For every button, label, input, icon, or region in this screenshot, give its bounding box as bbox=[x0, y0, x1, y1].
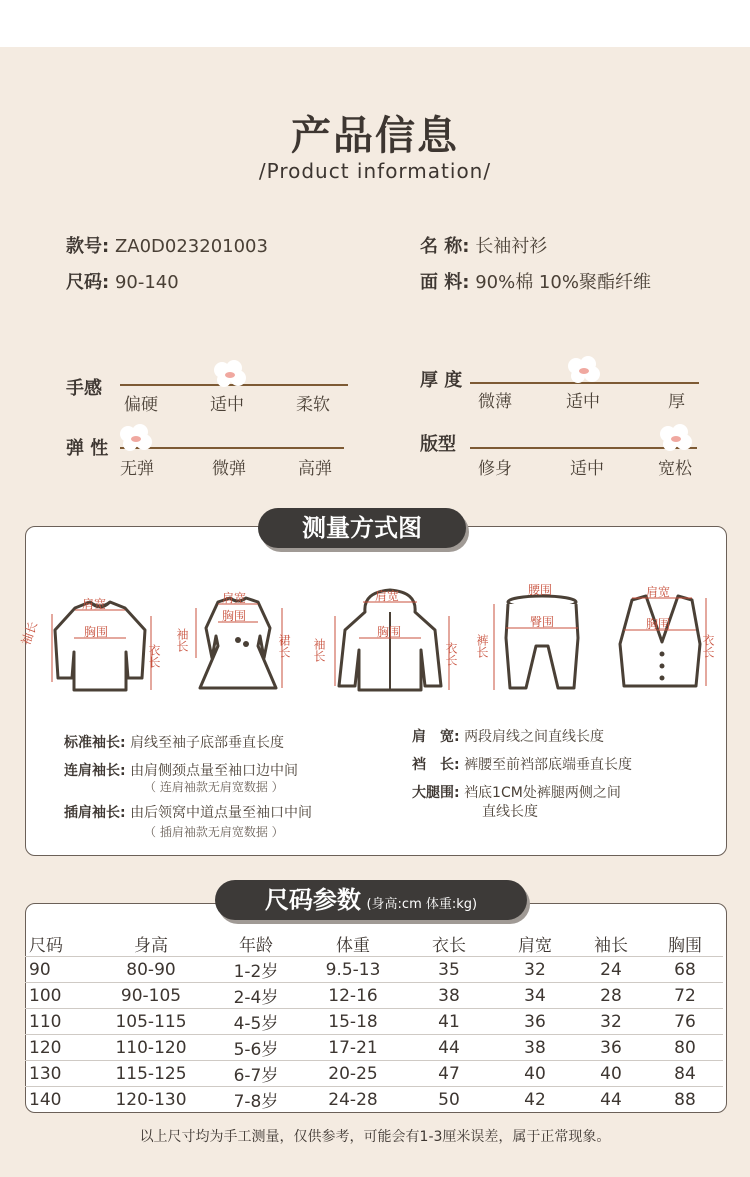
table-cell: 1-2岁 bbox=[209, 957, 303, 983]
table-cell: 7-8岁 bbox=[209, 1087, 303, 1113]
table-cell: 42 bbox=[495, 1087, 575, 1113]
note-label: 插肩袖长: bbox=[64, 805, 126, 821]
col-header: 胸围 bbox=[668, 936, 702, 956]
label-length: 衣长 bbox=[444, 642, 458, 666]
table-cell: 4-5岁 bbox=[209, 1009, 303, 1035]
page-subtitle: /Product information/ bbox=[258, 159, 492, 183]
note-sub: （ 连肩袖款无肩宽数据 ） bbox=[144, 780, 284, 794]
label-crotch: 裤长 bbox=[475, 634, 489, 658]
product-code-label: 款号: bbox=[66, 236, 110, 257]
table-cell: 32 bbox=[495, 957, 575, 983]
note-standard-sleeve bbox=[64, 732, 284, 752]
attr-elastic-option-3: 高弹 bbox=[298, 459, 332, 479]
col-header: 衣长 bbox=[432, 936, 466, 956]
attr-elastic-option-2: 微弹 bbox=[212, 459, 246, 479]
label-skirt: 裙长 bbox=[277, 634, 291, 658]
table-cell: 20-25 bbox=[303, 1061, 403, 1087]
table-cell: 5-6岁 bbox=[209, 1035, 303, 1061]
button-icon bbox=[243, 641, 249, 647]
pants-measure-diagram bbox=[475, 582, 600, 694]
attr-elastic-option-1: 无弹 bbox=[120, 459, 154, 479]
table-cell: 17-21 bbox=[303, 1035, 403, 1061]
flower-selector-icon bbox=[658, 424, 694, 452]
table-row bbox=[25, 1009, 723, 1035]
table-cell: 110 bbox=[25, 1009, 93, 1035]
table-cell: 130 bbox=[25, 1061, 93, 1087]
table-cell: 6-7岁 bbox=[209, 1061, 303, 1087]
attr-thickness-option-3: 厚 bbox=[668, 392, 685, 412]
note-sub: （ 插肩袖款无肩宽数据 ） bbox=[144, 825, 284, 839]
note-text: 两段肩线之间直线长度 bbox=[464, 729, 605, 745]
product-size-label: 尺码: bbox=[66, 272, 110, 293]
label-length: 衣长 bbox=[701, 634, 715, 658]
table-cell: 36 bbox=[575, 1035, 647, 1061]
attr-fit-option-3: 宽松 bbox=[658, 459, 692, 479]
product-code-value: ZA0D023201003 bbox=[114, 236, 268, 257]
attr-fit-option-1: 修身 bbox=[478, 459, 512, 479]
note-raglan-shoulder-sleeve bbox=[64, 760, 298, 780]
table-row bbox=[25, 983, 723, 1009]
table-cell: 44 bbox=[575, 1087, 647, 1113]
note-label: 肩 宽: bbox=[412, 729, 460, 745]
product-name-value: 长袖衬衫 bbox=[475, 236, 548, 257]
note-text: 由肩侧颈点量至袖口边中间 bbox=[130, 763, 299, 779]
table-cell: 24 bbox=[575, 957, 647, 983]
size-table-title-text: 尺码参数 bbox=[264, 886, 361, 914]
flower-selector-icon bbox=[212, 360, 248, 388]
attr-thickness-option-1: 微薄 bbox=[478, 392, 512, 412]
table-cell: 80 bbox=[647, 1035, 723, 1061]
note-label: 大腿围: bbox=[412, 785, 460, 801]
label-sleeve: 袖长 bbox=[312, 638, 326, 662]
table-cell: 84 bbox=[647, 1061, 723, 1087]
attr-thickness-label: 厚 度 bbox=[420, 370, 463, 391]
attr-fit-option-2: 适中 bbox=[570, 459, 604, 479]
label-shoulder: 肩宽 bbox=[646, 585, 671, 599]
note-shoulder-width bbox=[412, 726, 604, 746]
label-shoulder: 肩宽 bbox=[222, 591, 247, 605]
table-cell: 115-125 bbox=[93, 1061, 209, 1087]
page-title: 产品信息 bbox=[291, 113, 459, 159]
table-cell: 76 bbox=[647, 1009, 723, 1035]
label-chest: 胸围 bbox=[377, 625, 402, 639]
label-waist: 腰围 bbox=[528, 583, 553, 597]
note-text: 裤腰至前裆部底端垂直长度 bbox=[464, 757, 633, 773]
attr-elastic-label: 弹 性 bbox=[66, 438, 109, 459]
table-cell: 90 bbox=[25, 957, 93, 983]
size-table bbox=[25, 931, 723, 1112]
table-cell: 40 bbox=[495, 1061, 575, 1087]
label-hip: 臀围 bbox=[530, 615, 555, 629]
table-row bbox=[25, 957, 723, 983]
table-cell: 110-120 bbox=[93, 1035, 209, 1061]
col-header: 尺码 bbox=[29, 936, 63, 956]
attr-fit-label: 版型 bbox=[420, 434, 456, 455]
table-cell: 50 bbox=[403, 1087, 495, 1113]
product-code bbox=[66, 232, 268, 258]
size-table-unit-note: (身高:cm 体重:kg) bbox=[366, 897, 478, 912]
product-fabric-value: 90%棉 10%聚酯纤维 bbox=[475, 272, 651, 293]
attr-feel-option-3: 柔软 bbox=[296, 395, 330, 415]
product-fabric bbox=[420, 268, 651, 294]
label-shoulder: 肩宽 bbox=[82, 597, 107, 611]
table-cell: 72 bbox=[647, 983, 723, 1009]
hoodie-measure-diagram bbox=[312, 586, 465, 696]
table-cell: 34 bbox=[495, 983, 575, 1009]
button-icon bbox=[660, 664, 665, 669]
footnote: 以上尺寸均为手工测量，仅供参考，可能会有1-3厘米误差，属于正常现象。 bbox=[139, 1129, 611, 1145]
button-icon bbox=[660, 652, 665, 657]
table-cell: 32 bbox=[575, 1009, 647, 1035]
table-header-row bbox=[25, 931, 723, 957]
note-thigh bbox=[412, 782, 621, 802]
table-cell: 140 bbox=[25, 1087, 93, 1113]
table-cell: 100 bbox=[25, 983, 93, 1009]
flower-selector-icon bbox=[118, 424, 154, 452]
table-row bbox=[25, 1061, 723, 1087]
vest-measure-diagram bbox=[610, 584, 722, 692]
label-chest: 胸围 bbox=[84, 625, 109, 639]
note-crotch-length bbox=[412, 754, 632, 774]
table-cell: 80-90 bbox=[93, 957, 209, 983]
product-fabric-label: 面 料: bbox=[420, 272, 470, 293]
table-cell: 38 bbox=[495, 1035, 575, 1061]
table-cell: 120-130 bbox=[93, 1087, 209, 1113]
label-chest: 胸围 bbox=[222, 609, 247, 623]
note-text: 由后领窝中道点量至袖口中间 bbox=[130, 805, 313, 821]
attr-feel-option-1: 偏硬 bbox=[124, 395, 158, 415]
measure-title: 测量方式图 bbox=[258, 508, 466, 548]
label-sleeve: 袖长 bbox=[175, 628, 189, 652]
table-cell: 28 bbox=[575, 983, 647, 1009]
table-cell: 12-16 bbox=[303, 983, 403, 1009]
attr-feel-option-2: 适中 bbox=[210, 395, 244, 415]
col-header: 体重 bbox=[336, 936, 370, 956]
table-cell: 35 bbox=[403, 957, 495, 983]
table-cell: 9.5-13 bbox=[303, 957, 403, 983]
note-label: 标准袖长: bbox=[64, 735, 126, 751]
table-cell: 38 bbox=[403, 983, 495, 1009]
col-header: 年龄 bbox=[239, 936, 273, 956]
table-cell: 90-105 bbox=[93, 983, 209, 1009]
table-cell: 40 bbox=[575, 1061, 647, 1087]
label-sleeve: 袖长 bbox=[18, 619, 41, 648]
dress-measure-diagram bbox=[175, 588, 300, 696]
table-cell: 68 bbox=[647, 957, 723, 983]
note-thigh-cont: 直线长度 bbox=[482, 804, 538, 820]
note-raglan-sleeve bbox=[64, 802, 312, 822]
col-header: 袖长 bbox=[594, 936, 628, 956]
table-cell: 44 bbox=[403, 1035, 495, 1061]
table-cell: 2-4岁 bbox=[209, 983, 303, 1009]
table-row bbox=[25, 1035, 723, 1061]
col-header: 肩宽 bbox=[518, 936, 552, 956]
table-cell: 15-18 bbox=[303, 1009, 403, 1035]
top-band bbox=[0, 0, 750, 47]
note-text: 肩线至袖子底部垂直长度 bbox=[130, 735, 285, 751]
note-text: 裆底1CM处裤腿两侧之间 bbox=[464, 785, 621, 801]
label-chest: 胸围 bbox=[646, 617, 671, 631]
table-cell: 47 bbox=[403, 1061, 495, 1087]
flower-selector-icon bbox=[566, 356, 602, 384]
table-cell: 120 bbox=[25, 1035, 93, 1061]
attr-feel-label: 手感 bbox=[66, 378, 102, 399]
product-size bbox=[66, 268, 179, 294]
col-header: 身高 bbox=[134, 936, 168, 956]
button-icon bbox=[660, 676, 665, 681]
label-length: 衣长 bbox=[147, 644, 161, 668]
table-cell: 36 bbox=[495, 1009, 575, 1035]
sweatshirt-measure-diagram bbox=[18, 590, 170, 700]
label-shoulder: 肩宽 bbox=[375, 589, 400, 603]
note-label: 裆 长: bbox=[412, 757, 460, 773]
table-cell: 105-115 bbox=[93, 1009, 209, 1035]
size-table-title bbox=[215, 880, 527, 920]
note-label: 连肩袖长: bbox=[64, 763, 126, 779]
table-row bbox=[25, 1087, 723, 1113]
table-cell: 88 bbox=[647, 1087, 723, 1113]
table-cell: 24-28 bbox=[303, 1087, 403, 1113]
product-name bbox=[420, 232, 547, 258]
product-name-label: 名 称: bbox=[420, 236, 470, 257]
table-cell: 41 bbox=[403, 1009, 495, 1035]
button-icon bbox=[235, 637, 241, 643]
product-size-value: 90-140 bbox=[114, 272, 179, 293]
attr-thickness-option-2: 适中 bbox=[566, 392, 600, 412]
